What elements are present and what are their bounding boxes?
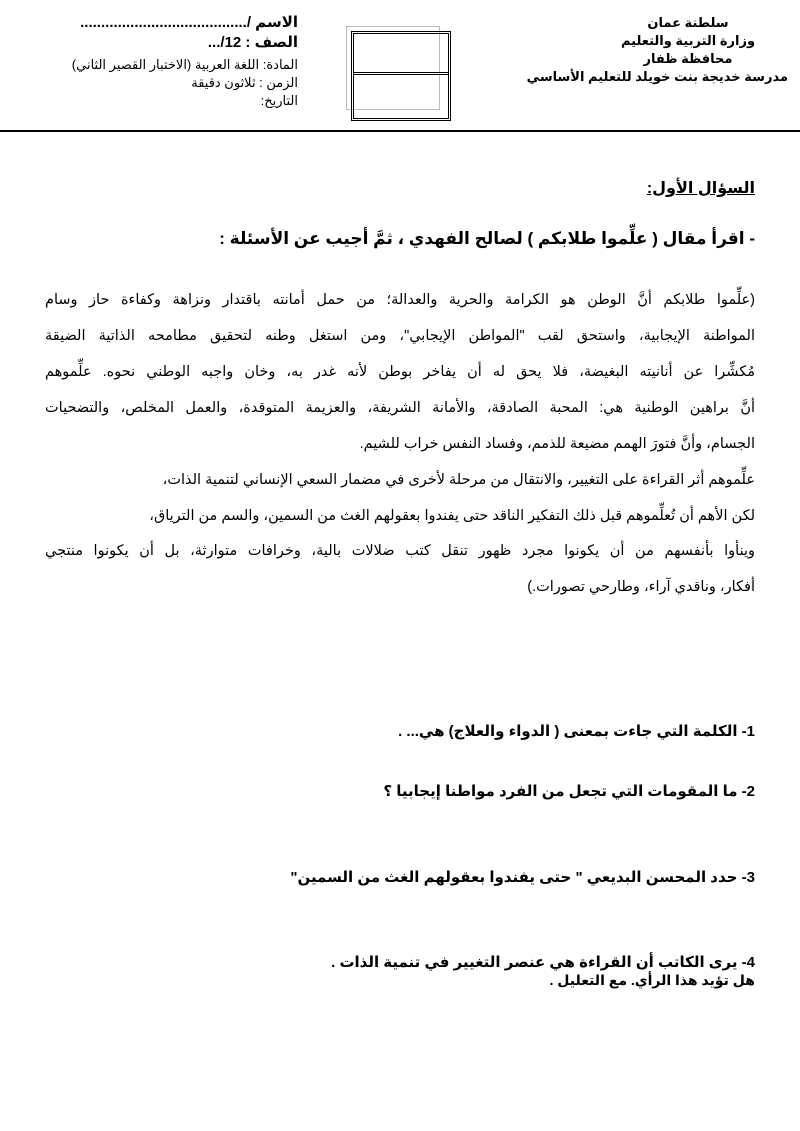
question-2: 2- ما المقومات التي تجعل من الفرد مواطنا إيجابيا ؟ — [383, 783, 755, 800]
org-line: سلطنة عمان — [647, 15, 729, 30]
header-divider — [0, 130, 800, 132]
logo-box — [351, 31, 451, 121]
passage-line: الجسام، وأنَّ فتورَ الهمم مضيعة للذمم، وفساد النفس خراب للشيم. — [359, 436, 755, 452]
passage-line: أفكار، وناقدي آراء، وطارحي تصورات.) — [527, 579, 755, 595]
org-line: محافظة ظفار — [643, 51, 733, 66]
passage-line: وينأوا بأنفسهم من أن يكونوا مجرد ظهور تنقل كتب ضلالات بالية، وخرافات متوارثة، بل أن يكونوا منتجي — [45, 543, 755, 559]
question-1: 1- الكلمة التي جاءت بمعنى ( الدواء والعلاج) هي... . — [398, 723, 755, 740]
section-title: السؤال الأول: — [646, 180, 755, 197]
date-label: التاريخ: — [260, 93, 298, 108]
question-4-followup: هل تؤيد هذا الرأي. مع التعليل . — [549, 972, 755, 988]
question-4: 4- يرى الكاتب أن القراءة هي عنصر التغيير في تنمية الذات . — [331, 954, 755, 971]
passage-line: مُكشِّرا عن أنانيته البغيضة، فلا يحق له أن يفاخر بوطن لأنه غدر به، وخان واجبه الوطني نحوه. علِّموهم — [45, 364, 755, 380]
instruction: - اقرأ مقال ( علِّموا طلابكم ) لصالح الفهدي ، ثمَّ أجيب عن الأسئلة : — [219, 229, 755, 248]
passage-line: أنَّ براهين الوطنية هي: المحبة الصادقة، والأمانة الشريفة، والعزيمة المتوقدة، والعمل المخلص، والتضحيات — [45, 400, 755, 416]
time-label: الزمن : ثلاثون دقيقة — [191, 75, 298, 90]
subject-label: المادة: اللغة العربية (الاختبار القصير الثاني) — [71, 57, 298, 72]
name-label: الاسم /........................................ — [80, 14, 298, 31]
org-line: وزارة التربية والتعليم — [620, 33, 756, 48]
org-header — [526, 14, 788, 86]
passage-line: (علِّموا طلابكم أنَّ الوطن هو الكرامة والحرية والعدالة؛ من حمل أمانته باقتدار ونزاهة وكفاءة حاز وسام — [45, 292, 755, 308]
passage-line: لكن الأهم أن تُعلِّموهم قبل ذلك التفكير الناقد حتى يفندوا بعقولهم الغث من السمين، والسم من الترياق، — [149, 508, 755, 524]
question-3: 3- حدد المحسن البديعي " حتى يفندوا بعقولهم الغث من السمين" — [290, 869, 755, 886]
passage-line: المواطنة الإيجابية، واستحق لقب "المواطن الإيجابي"، ومن استغل وطنه لتحقيق مطامحه الذاتية الضيقة — [45, 328, 755, 344]
org-line: مدرسة خديجة بنت خويلد للتعليم الأساسي — [526, 69, 788, 84]
class-label: الصف : 12/... — [207, 34, 298, 51]
passage-line: علِّموهم أثر القراءة على التغيير، والانتقال من مرحلة لأخرى في مضمار السعي الإنساني لتنمية الذات، — [162, 472, 755, 488]
